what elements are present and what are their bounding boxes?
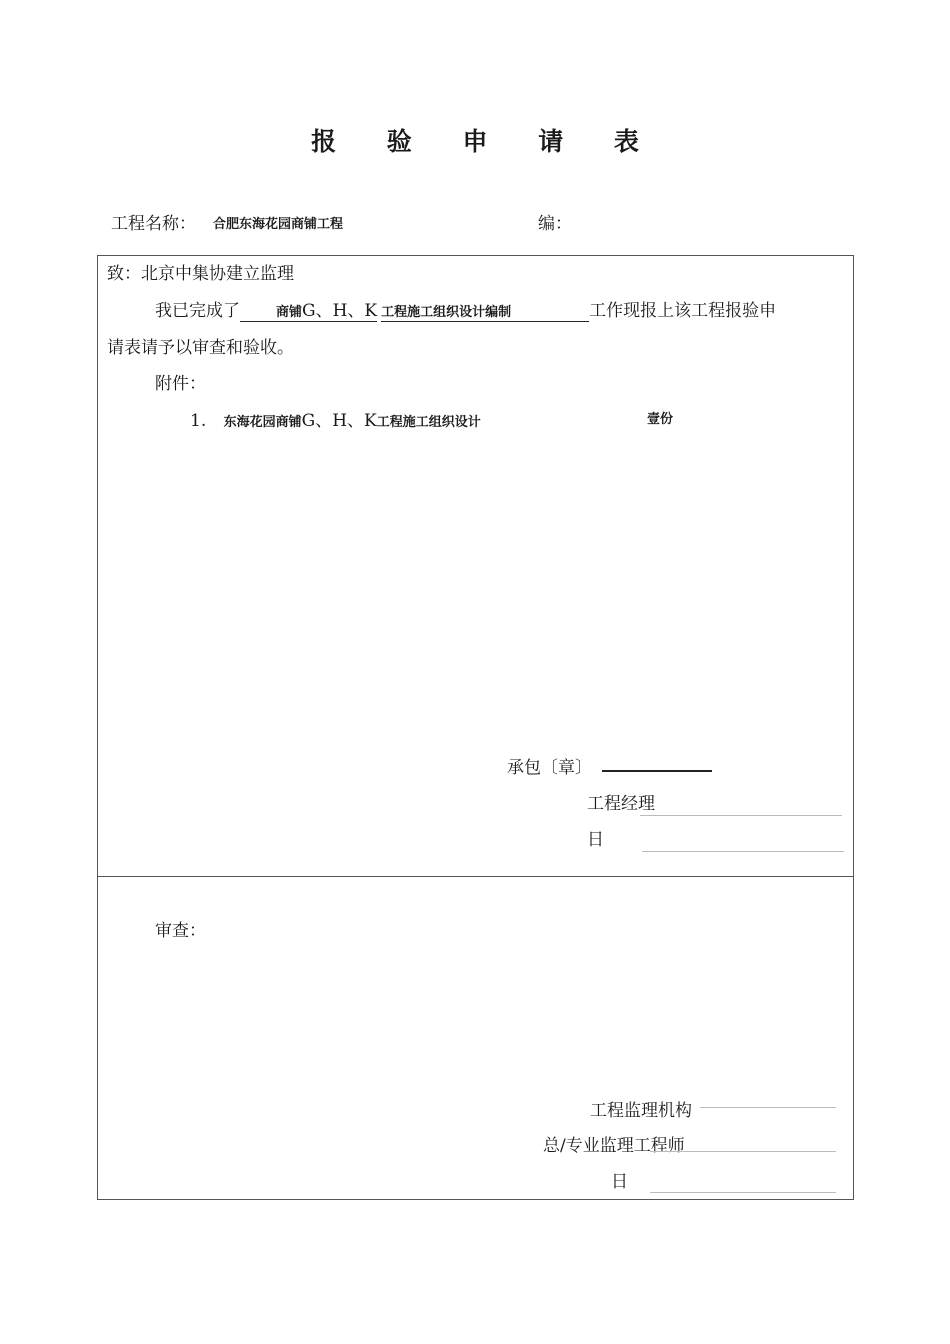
supervising-engineer-label: 总/专业监理工程师 [543,1136,685,1156]
form-number-label: 编： [538,214,572,234]
form-title: 报 验 申 请 表 [311,127,660,156]
attachment-name-b: G、H、K [301,411,377,431]
review-date-line [650,1192,836,1193]
addressee-line: 致：北京中集协建立监理 [107,264,294,284]
contractor-seal-label: 承包〔章〕 [507,758,592,778]
completed-line [155,296,776,322]
attachment-item [190,406,481,431]
review-label: 审查： [155,921,206,941]
attachment-name-c: 工程施工组织设计 [376,415,481,430]
completed-suffix: 工作现报上该工程报验申 [589,301,777,321]
project-manager-label: 工程经理 [587,794,655,814]
supervision-org-line [700,1107,836,1108]
supervision-org-label: 工程监理机构 [590,1101,692,1121]
attachment-quantity: 壹份 [647,412,674,427]
request-line-2: 请表请予以审查和验收。 [107,338,294,358]
completed-item-b: G、H、K [302,296,377,322]
completed-item-c: 工程施工组织设计编制 [381,301,589,322]
project-manager-line [640,815,842,816]
attachment-label: 附件： [155,374,206,394]
request-date-line [642,851,844,852]
project-name-value: 合肥东海花园商铺工程 [213,217,344,232]
attachment-name-a: 东海花园商铺 [223,415,302,430]
attachment-number: 1. [190,411,207,431]
supervising-engineer-line [650,1151,836,1152]
project-name-label: 工程名称： [111,214,196,234]
review-date-label: 日 [611,1172,628,1192]
request-date-label: 日 [587,830,604,850]
completed-item-a: 商铺 [240,301,302,322]
completed-prefix: 我已完成了 [155,301,240,321]
contractor-signature-line [602,770,712,772]
